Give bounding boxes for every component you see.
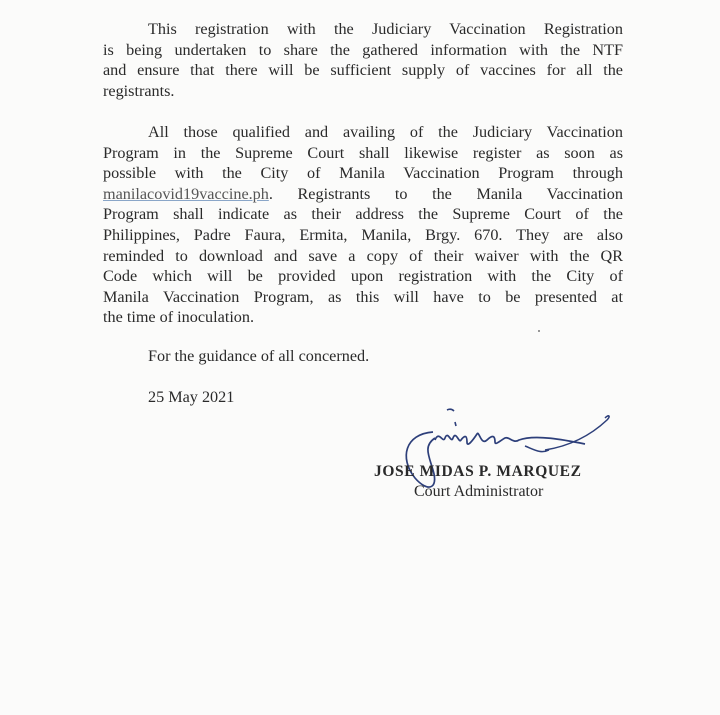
- paragraph-line: the time of inoculation.: [103, 308, 255, 327]
- paragraph-line: All those qualified and availing of the Judiciary Vaccination: [148, 123, 623, 141]
- scan-speck: [538, 330, 540, 332]
- paragraph-line: [103, 184, 623, 205]
- signatory-title: Court Administrator: [414, 483, 544, 500]
- paragraph-line: Philippines, Padre Faura, Ermita, Manila, Brgy. 670. They are also: [103, 225, 623, 244]
- guidance-line: For the guidance of all concerned.: [148, 347, 370, 365]
- paragraph-line: reminded to download and save a copy of their waiver with the QR: [103, 246, 623, 265]
- vaccination-program-paragraph: [103, 122, 623, 328]
- vaccine-site-link[interactable]: manilacovid19vaccine.ph: [103, 184, 269, 203]
- paragraph-line: Program in the Supreme Court shall likewise register as soon as: [103, 143, 623, 162]
- document-date: 25 May 2021: [148, 388, 235, 406]
- signatory-name: JOSE MIDAS P. MARQUEZ: [374, 463, 582, 480]
- paragraph-line: possible with the City of Manila Vaccination Program through: [103, 164, 623, 183]
- paragraph-line: Manila Vaccination Program, as this will have to be presented at: [103, 287, 623, 306]
- paragraph-line: Code which will be provided upon registration with the City of: [103, 267, 623, 286]
- paragraph-line-rest: . Registrants to the Manila Vaccination: [268, 184, 623, 203]
- paragraph-line: and ensure that there will be sufficient supply of vaccines for all the: [103, 61, 623, 80]
- paragraph-line: registrants.: [103, 81, 175, 100]
- paragraph-line: is being undertaken to share the gathered information with the NTF: [103, 40, 623, 59]
- registration-paragraph: [103, 19, 623, 101]
- paragraph-line: This registration with the Judiciary Vaccination Registration: [148, 20, 623, 38]
- paragraph-line: Program shall indicate as their address the Supreme Court of the: [103, 205, 623, 224]
